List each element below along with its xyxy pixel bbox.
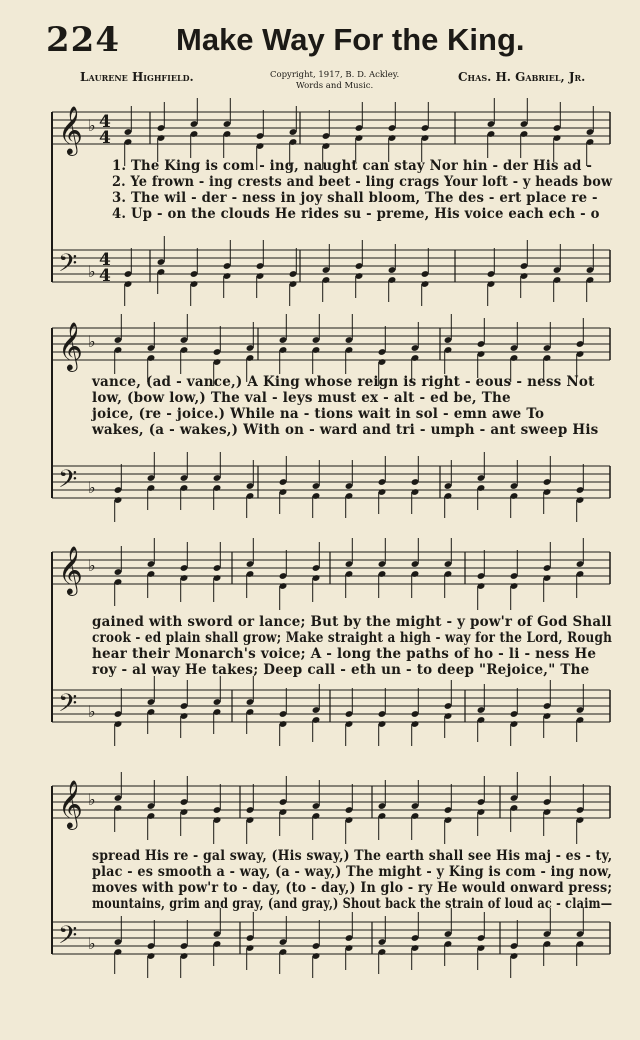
lyric-line: wakes, (a - wakes,) With on - ward and tri - umph - ant sweep His bbox=[92, 422, 599, 438]
copyright-note: Words and Music. bbox=[295, 81, 374, 91]
lyric-line: mountains, grim and gray, (and gray,) Shout back the strain of loud ac - claim— bbox=[92, 896, 613, 912]
lyric-line: plac - es smooth a - way, (a - way,) The might - y King is com - ing now, bbox=[92, 864, 612, 880]
copyright-line: Copyright, 1917, B. D. Ackley. bbox=[270, 70, 400, 80]
flat-icon: ♭ bbox=[88, 790, 96, 809]
time-signature: 4 bbox=[99, 128, 111, 148]
lyric-line: moves with pow'r to - day, (to - day,) In glo - ry He would onward press; bbox=[92, 880, 613, 896]
flat-icon: ♭ bbox=[88, 934, 96, 953]
treble-clef-icon: 𝄞 bbox=[58, 105, 83, 154]
lyric-line: gained with sword or lance; But by the might - y pow'r of God Shall bbox=[92, 614, 612, 630]
lyric-line: crook - ed plain shall grow; Make straight a high - way for the Lord, Rough bbox=[92, 630, 613, 646]
flat-icon: ♭ bbox=[88, 332, 96, 351]
time-signature: 4 bbox=[99, 266, 111, 286]
composer-credit: Chas. H. Gabriel, Jr. bbox=[458, 70, 586, 84]
lyric-line: vance, (ad - vance,) A King whose reign is right - eous - ness Not bbox=[92, 374, 595, 390]
treble-clef-icon: 𝄞 bbox=[58, 545, 83, 594]
bass-clef-icon: 𝄢 bbox=[58, 249, 78, 284]
lyric-line: 1. The King is com - ing, naught can stay Nor hin - der His ad - bbox=[112, 158, 593, 174]
hymn-title: Make Way For the King. bbox=[176, 22, 525, 57]
flat-icon: ♭ bbox=[88, 262, 96, 281]
treble-clef-icon: 𝄞 bbox=[58, 321, 83, 370]
author-credit: Laurene Highfield. bbox=[80, 70, 194, 84]
flat-icon: ♭ bbox=[88, 556, 96, 575]
flat-icon: ♭ bbox=[88, 702, 96, 721]
treble-clef-icon: 𝄞 bbox=[58, 779, 83, 828]
flat-icon: ♭ bbox=[88, 116, 96, 135]
lyric-line: low, (bow low,) The val - leys must ex - alt - ed be, The bbox=[92, 390, 511, 406]
lyric-line: roy - al way He takes; Deep call - eth un - to deep "Rejoice," The bbox=[92, 662, 590, 678]
time-signature: 4 bbox=[99, 112, 111, 132]
flat-icon: ♭ bbox=[88, 478, 96, 497]
time-signature: 4 bbox=[99, 250, 111, 270]
lyric-line: 3. The wil - der - ness in joy shall bloom, The des - ert place re - bbox=[112, 190, 598, 206]
bass-clef-icon: 𝄢 bbox=[58, 465, 78, 500]
lyric-line: 2. Ye frown - ing crests and beet - ling crags Your loft - y heads bow bbox=[112, 174, 613, 190]
lyric-line: hear their Monarch's voice; A - long the paths of ho - li - ness He bbox=[92, 646, 597, 662]
lyric-line: joice, (re - joice.) While na - tions wait in sol - emn awe To bbox=[92, 406, 545, 422]
lyric-line: 4. Up - on the clouds He rides su - preme, His voice each ech - o bbox=[112, 206, 600, 222]
bass-clef-icon: 𝄢 bbox=[58, 689, 78, 724]
bass-clef-icon: 𝄢 bbox=[58, 921, 78, 956]
hymn-number: 224 bbox=[46, 20, 120, 60]
lyric-line: spread His re - gal sway, (His sway,) The earth shall see His maj - es - ty, bbox=[92, 848, 613, 864]
